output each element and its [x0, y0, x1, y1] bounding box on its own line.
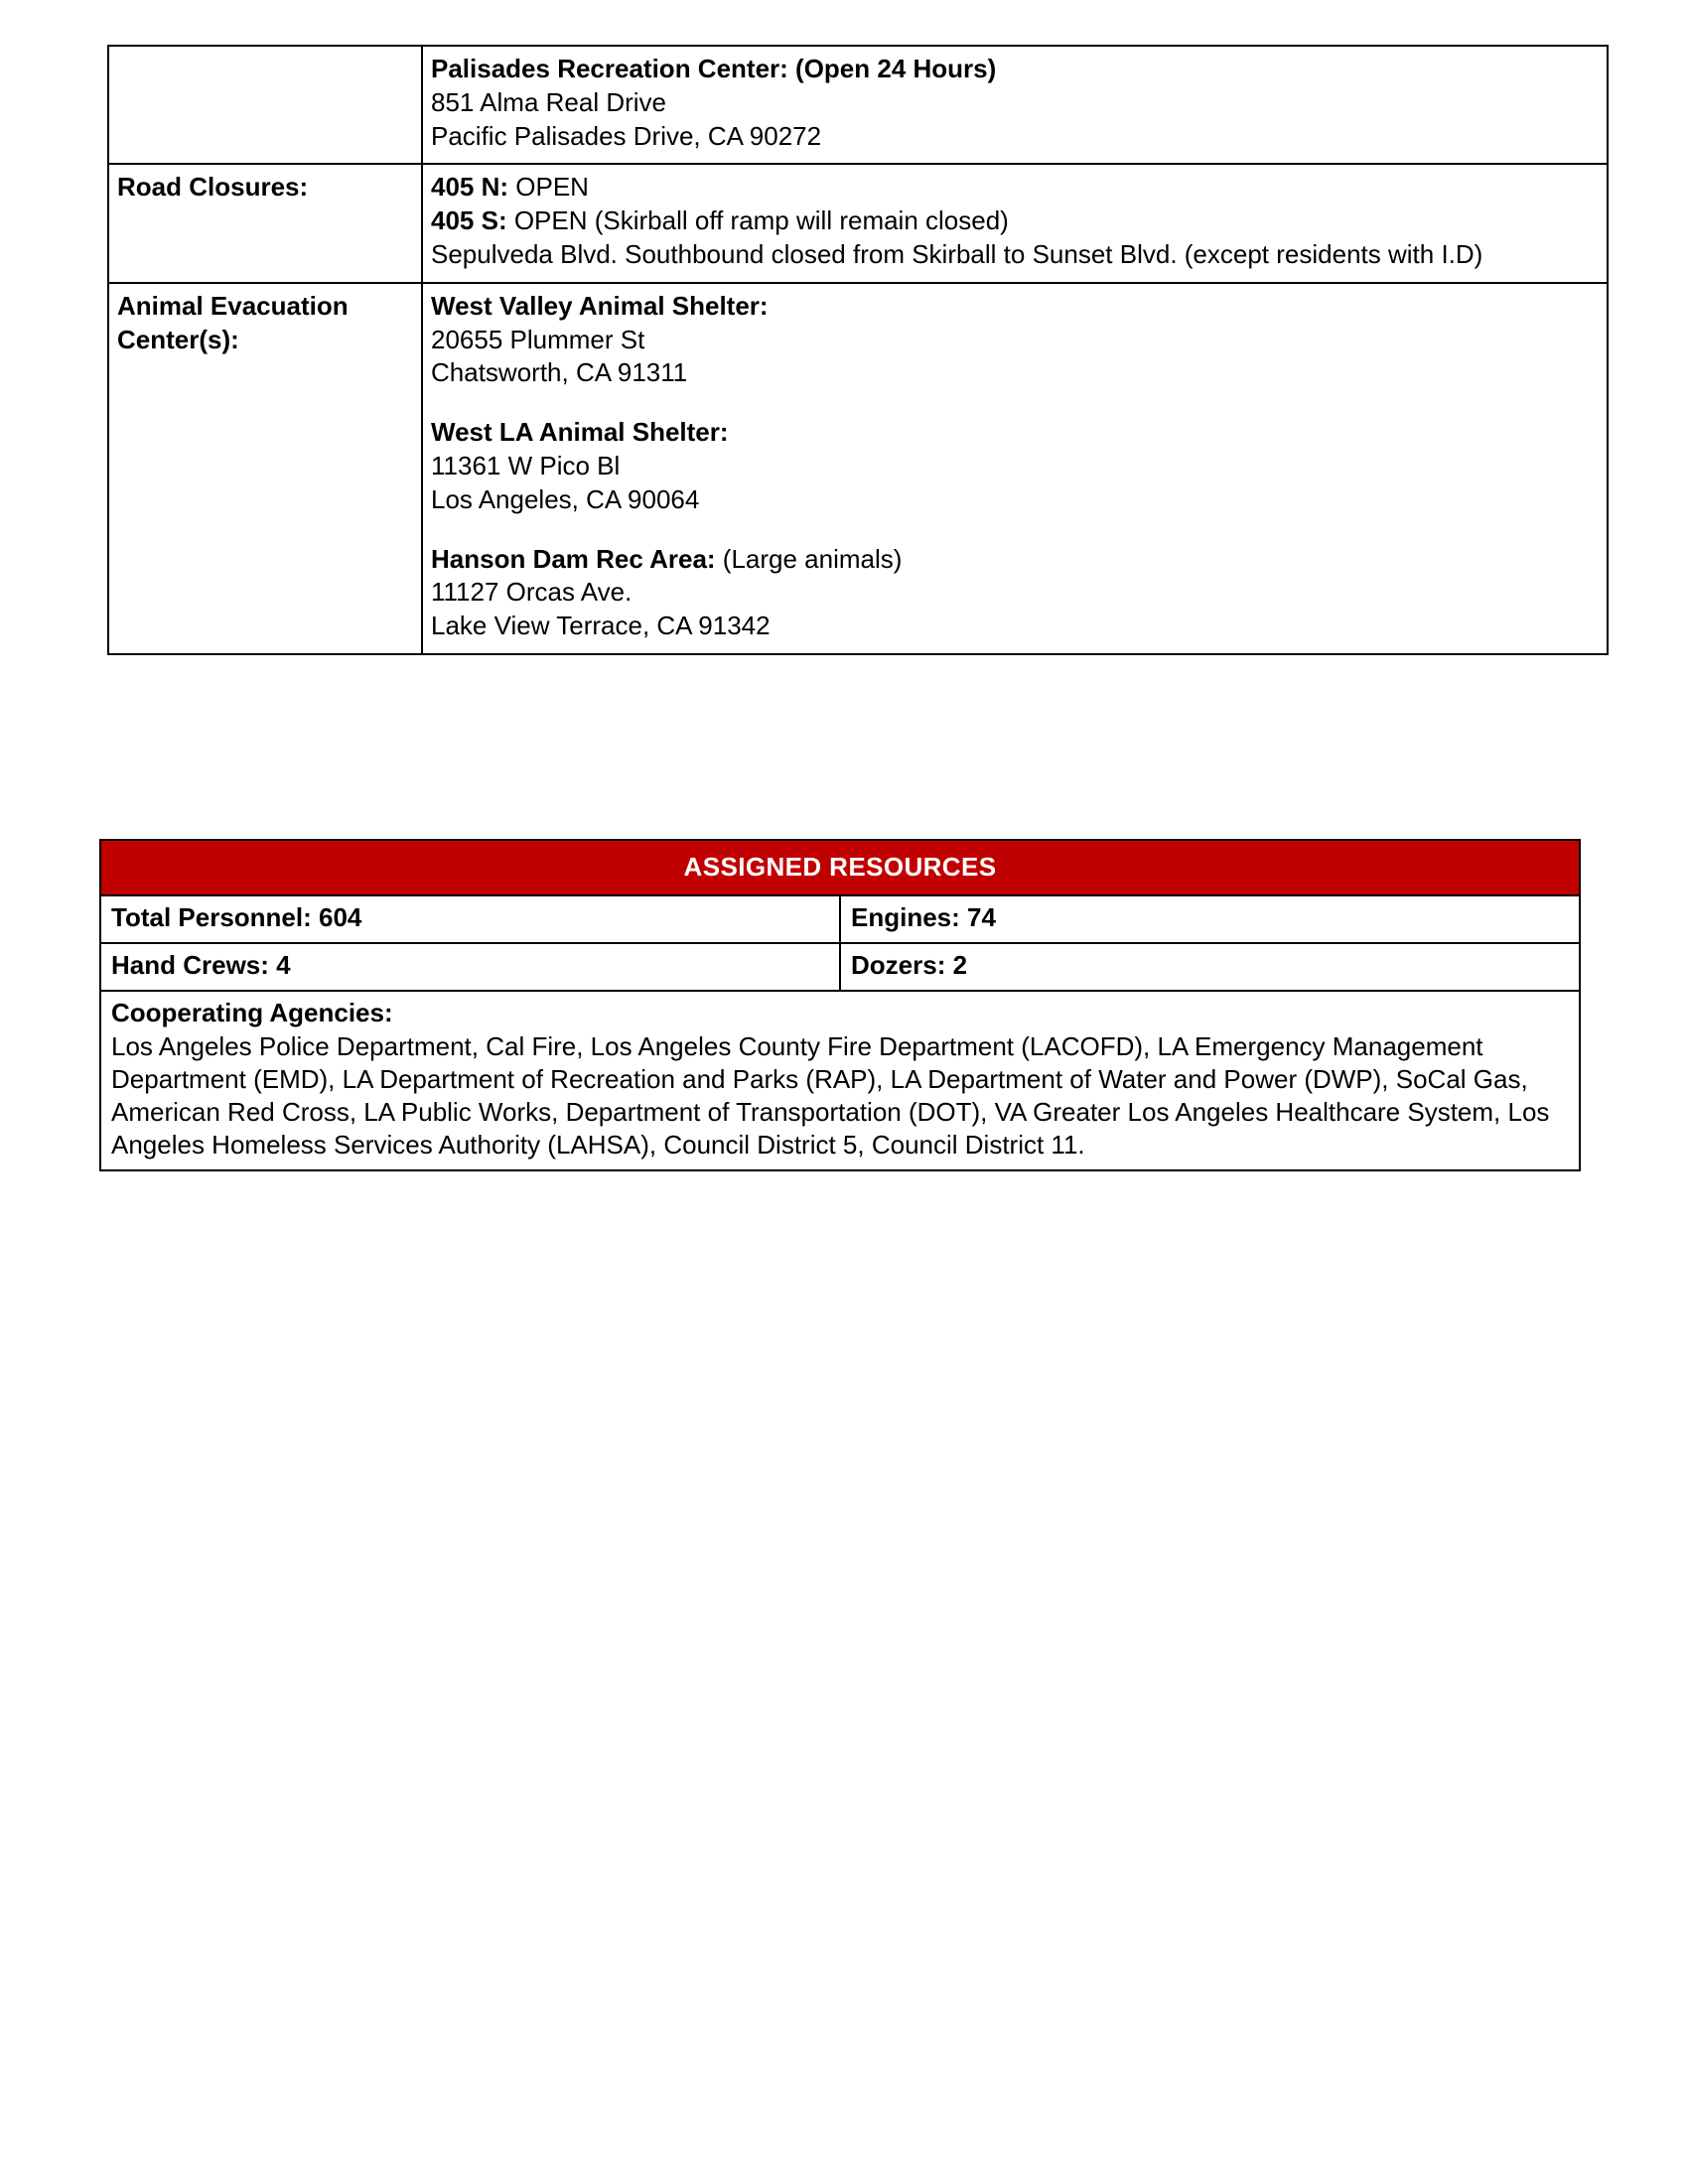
row-value-road-closures	[422, 164, 1608, 282]
row-value-evacuation-center	[422, 46, 1608, 164]
road-closure-sepulveda: Sepulveda Blvd. Southbound closed from Skirball to Sunset Blvd. (except residents with I.D)	[431, 238, 1483, 269]
animal-evac-label-line2: Center(s):	[117, 324, 239, 354]
west-valley-shelter-city: Chatsworth, CA 91311	[431, 357, 688, 388]
cooperating-agencies-body: Los Angeles Police Department, Cal Fire, Los Angeles County Fire Department (LACOFD), LA Emergency Management Department (EMD), LA Department of Recreation and Parks (RAP), LA Department of Water and Power (DWP), SoCal Gas, American Red Cross, LA Public Works, Department of Transportation (DOT), VA Greater Los Angeles Healthcare System, Los Angeles Homeless Services Authority (LAHSA), Council District 5, Council District 11.	[111, 1030, 1550, 1160]
table-row-road-closures	[108, 164, 1608, 282]
hanson-dam-city: Lake View Terrace, CA 91342	[431, 611, 771, 641]
row-label-animal-evacuation-centers	[108, 283, 422, 654]
assigned-resources-header-row	[100, 840, 1580, 895]
west-la-shelter-name: West LA Animal Shelter:	[431, 417, 729, 448]
road-closure-405s-label: 405 S:	[431, 205, 507, 236]
row-label-road-closures: Road Closures:	[108, 164, 422, 282]
incident-info-table	[107, 45, 1609, 655]
road-closure-405n-status: OPEN	[508, 172, 589, 203]
road-closure-405s	[431, 205, 1601, 238]
hanson-dam-rec-area-name: Hanson Dam Rec Area:	[431, 543, 716, 574]
dozers-cell: Dozers: 2	[840, 943, 1580, 991]
hanson-dam-street: 11127 Orcas Ave.	[431, 577, 633, 608]
west-la-shelter-city: Los Angeles, CA 90064	[431, 483, 700, 514]
row-value-animal-evacuation-centers	[422, 283, 1608, 654]
road-closure-405s-status: OPEN (Skirball off ramp will remain closed)	[506, 205, 1009, 236]
resources-row-personnel-engines	[100, 895, 1580, 943]
cooperating-agencies-cell	[100, 991, 1580, 1169]
assigned-resources-header: ASSIGNED RESOURCES	[100, 840, 1580, 895]
cooperating-agencies-title: Cooperating Agencies:	[111, 998, 393, 1028]
palisades-rec-center-city: Pacific Palisades Drive, CA 90272	[431, 120, 822, 151]
west-valley-shelter-name: West Valley Animal Shelter:	[431, 290, 769, 321]
west-valley-shelter-street: 20655 Plummer St	[431, 324, 645, 354]
palisades-rec-center-street: 851 Alma Real Drive	[431, 86, 666, 117]
resources-row-handcrews-dozers	[100, 943, 1580, 991]
shelter-spacer-2	[431, 517, 1601, 543]
table-row-animal-evacuation-centers	[108, 283, 1608, 654]
engines-cell: Engines: 74	[840, 895, 1580, 943]
table-row-evacuation-center	[108, 46, 1608, 164]
hand-crews-cell: Hand Crews: 4	[100, 943, 840, 991]
total-personnel-cell: Total Personnel: 604	[100, 895, 840, 943]
shelter-spacer-1	[431, 390, 1601, 416]
road-closure-405n-label: 405 N:	[431, 172, 509, 203]
animal-evac-label-line1: Animal Evacuation	[117, 290, 349, 321]
hanson-dam-rec-area-note: (Large animals)	[715, 543, 903, 574]
west-la-shelter-street: 11361 W Pico Bl	[431, 450, 621, 480]
palisades-rec-center-name: Palisades Recreation Center: (Open 24 Hours)	[431, 54, 997, 83]
resources-row-cooperating-agencies	[100, 991, 1580, 1169]
assigned-resources-table	[99, 839, 1581, 1171]
road-closure-405n	[431, 171, 1601, 205]
hanson-dam-rec-area	[431, 543, 1601, 577]
row-label-blank	[108, 46, 422, 164]
